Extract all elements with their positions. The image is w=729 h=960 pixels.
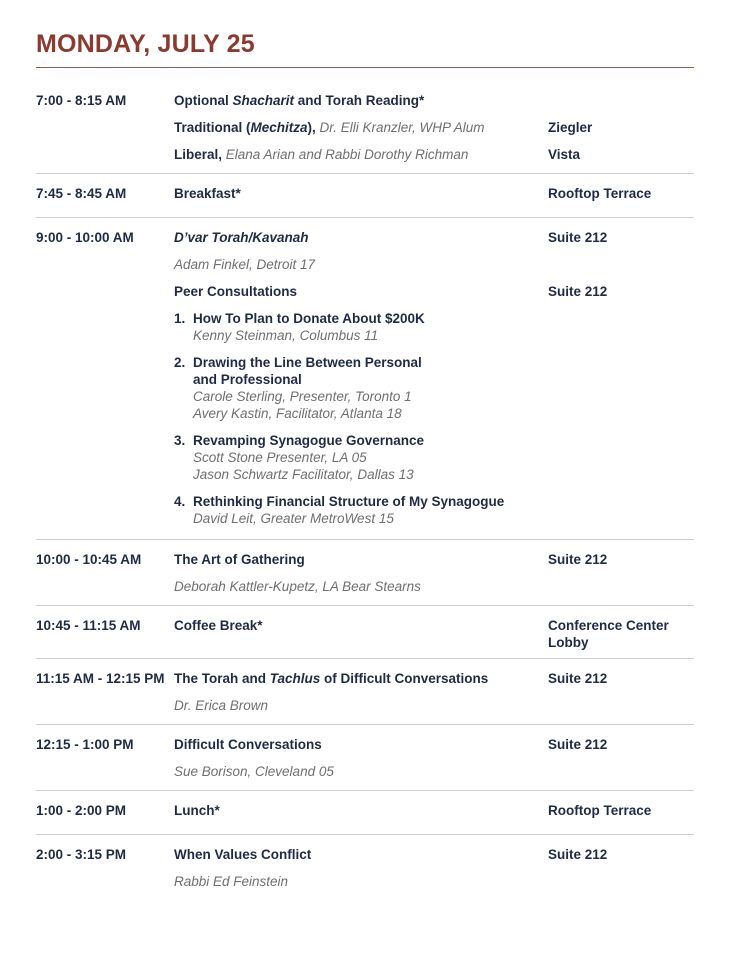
activity-title: Coffee Break*: [174, 618, 263, 633]
schedule-table: [36, 88, 694, 900]
peer-consultations-title: Peer Consultations: [174, 284, 298, 299]
activity-title: Lunch*: [174, 803, 220, 818]
location: Suite 212: [548, 552, 608, 567]
location: Rooftop Terrace: [548, 186, 652, 201]
activity-title: The Art of Gathering: [174, 552, 305, 567]
time-slot: 9:00 - 10:00 AM: [36, 230, 134, 245]
time-slot: 12:15 - 1:00 PM: [36, 737, 134, 752]
schedule-row: [36, 659, 694, 725]
title-divider: [36, 67, 694, 68]
time-slot: 10:45 - 11:15 AM: [36, 618, 141, 633]
list-item: 2. Drawing the Line Between Personal and Professional Carole Sterling, Presenter, Toronto 1 Avery Kastin, Facilitator, Atlanta 18: [174, 355, 422, 421]
session-option: Liberal, Elana Arian and Rabbi Dorothy Richman: [174, 147, 469, 162]
schedule-row: [36, 218, 694, 540]
time-slot: 10:00 - 10:45 AM: [36, 552, 142, 567]
location: Vista: [548, 147, 581, 162]
speaker: Dr. Erica Brown: [174, 698, 269, 713]
location: Rooftop Terrace: [548, 803, 652, 818]
location: Ziegler: [548, 120, 593, 135]
time-slot: 2:00 - 3:15 PM: [36, 847, 127, 862]
location: Suite 212: [548, 737, 608, 752]
schedule-row: [36, 725, 694, 791]
location: Suite 212: [548, 671, 608, 686]
speaker: Rabbi Ed Feinstein: [174, 874, 289, 889]
speaker: Adam Finkel, Detroit 17: [174, 257, 316, 272]
time-slot: 1:00 - 2:00 PM: [36, 803, 127, 818]
schedule-row: [36, 174, 694, 218]
activity-title: When Values Conflict: [174, 847, 312, 862]
speaker: Sue Borison, Cleveland 05: [174, 764, 334, 779]
schedule-row: [36, 88, 694, 174]
schedule-row: [36, 540, 694, 606]
activity-title: The Torah and Tachlus of Difficult Conversations: [174, 671, 489, 686]
location: Suite 212: [548, 284, 608, 299]
schedule-row: [36, 606, 694, 659]
session-option: Traditional (Mechitza), Dr. Elli Kranzler, WHP Alum: [174, 120, 485, 135]
activity-title: Breakfast*: [174, 186, 241, 201]
activity-title: Difficult Conversations: [174, 737, 322, 752]
list-item: 4. Rethinking Financial Structure of My Synagogue David Leit, Greater MetroWest 15: [174, 494, 505, 526]
list-item: 1. How To Plan to Donate About $200K Kenny Steinman, Columbus 11: [174, 311, 425, 343]
schedule-row: [36, 791, 694, 835]
location: Conference Center Lobby: [548, 618, 669, 650]
time-slot: 7:00 - 8:15 AM: [36, 93, 127, 108]
list-item: 3. Revamping Synagogue Governance Scott Stone Presenter, LA 05 Jason Schwartz Facilitator, Dallas 13: [174, 433, 425, 482]
location: Suite 212: [548, 230, 608, 245]
speaker: Deborah Kattler-Kupetz, LA Bear Stearns: [174, 579, 421, 594]
page-title: MONDAY, JULY 25: [36, 30, 255, 58]
time-slot: 7:45 - 8:45 AM: [36, 186, 127, 201]
location: Suite 212: [548, 847, 608, 862]
time-slot: 11:15 AM - 12:15 PM: [36, 671, 165, 686]
activity-title: Optional Shacharit and Torah Reading*: [174, 93, 425, 108]
activity-title: D’var Torah/Kavanah: [174, 230, 309, 245]
schedule-row: [36, 835, 694, 900]
